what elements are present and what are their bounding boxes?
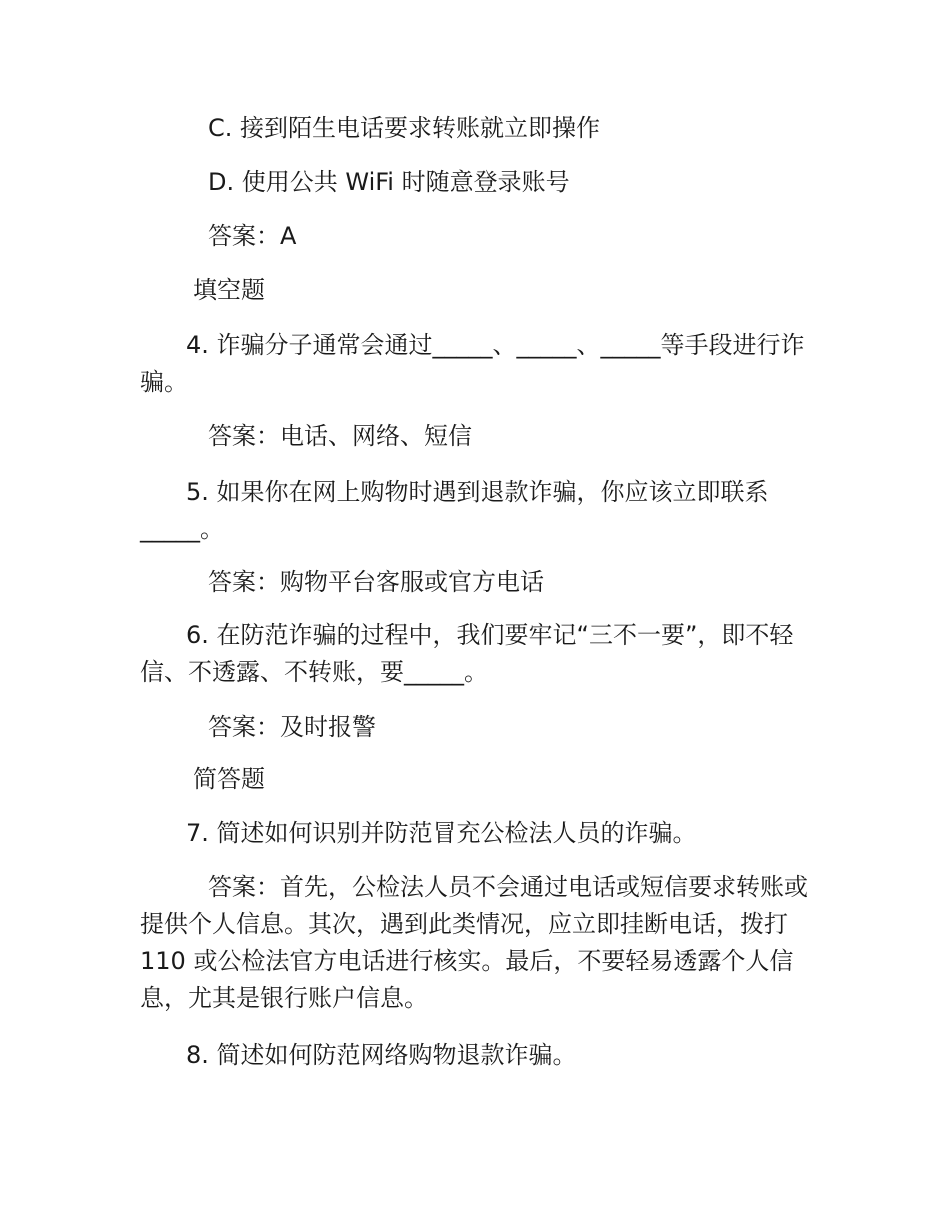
question-5: 5. 如果你在网上购物时遇到退款诈骗，你应该立即联系_____。 [140,478,769,543]
question-7: 7. 简述如何识别并防范冒充公检法人员的诈骗。 [186,819,697,847]
question-6: 6. 在防范诈骗的过程中，我们要牢记“三不一要”，即不轻信、不透露、不转账，要_____。 [140,621,794,686]
section-heading-short-answer: 简答题 [193,765,265,793]
option-d: D. 使用公共 WiFi 时随意登录账号 [208,168,570,196]
question-4: 4. 诈骗分子通常会通过_____、_____、_____等手段进行诈骗。 [140,331,805,396]
q7-answer: 答案：首先，公检法人员不会通过电话或短信要求转账或提供个人信息。其次，遇到此类情况，应立即挂断电话，拨打 110 或公检法官方电话进行核实。最后，不要轻易透露个人信息，尤其是银行账户信息。 [140,873,808,1012]
q6-answer: 答案：及时报警 [208,713,376,741]
section-heading-fill-in: 填空题 [193,276,265,304]
option-c: C. 接到陌生电话要求转账就立即操作 [208,114,601,142]
q5-answer: 答案：购物平台客服或官方电话 [208,568,544,596]
question-8: 8. 简述如何防范网络购物退款诈骗。 [186,1041,577,1069]
q3-answer: 答案：A [208,222,297,250]
q4-answer: 答案：电话、网络、短信 [208,422,472,450]
